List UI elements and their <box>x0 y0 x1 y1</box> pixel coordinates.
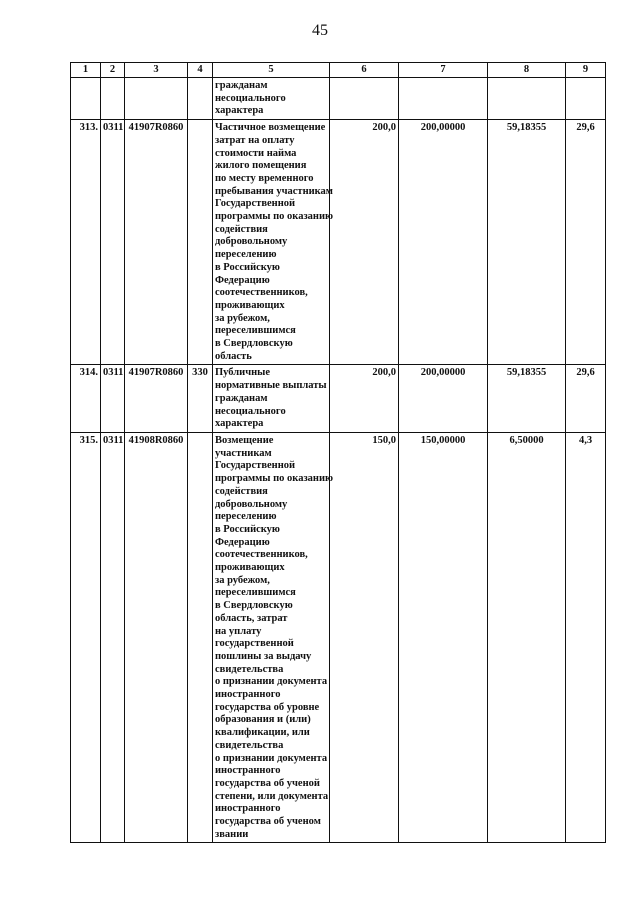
planned-amount <box>330 78 399 120</box>
approved-amount: 150,00000 <box>399 432 488 843</box>
executed-amount <box>488 78 566 120</box>
item-name-line: гражданам <box>215 392 268 404</box>
execution-percent: 4,3 <box>566 432 606 843</box>
header-cell: 7 <box>399 63 488 78</box>
item-name <box>213 120 334 365</box>
item-name <box>213 432 334 843</box>
item-name-line: пребывания участникам <box>215 185 333 197</box>
item-name <box>213 365 330 433</box>
item-name-line: переселившимся <box>215 325 296 337</box>
item-name-line: проживающих <box>215 299 285 311</box>
item-name-line: жилого помещения <box>215 160 307 172</box>
item-name-line: переселению <box>215 249 277 261</box>
item-name-line: характера <box>215 105 264 117</box>
table-body <box>71 78 606 843</box>
item-name-line: стоимости найма <box>215 147 297 159</box>
execution-percent <box>566 78 606 120</box>
item-name-line: звании <box>215 828 249 840</box>
budget-table <box>70 62 606 843</box>
item-name-line: затрат на оплату <box>215 134 295 146</box>
item-name-line: свидетельства <box>215 739 284 751</box>
row-number: 315. <box>71 432 101 843</box>
approved-amount: 200,00000 <box>399 120 488 365</box>
item-name-line: государства об ученой <box>215 777 320 789</box>
item-name-line: о признании документа <box>215 752 328 764</box>
article-code: 41908R0860 <box>125 432 188 843</box>
item-name-line: область <box>215 350 252 362</box>
header-cell: 6 <box>330 63 399 78</box>
item-name-line: несоциального <box>215 405 286 417</box>
item-name-line: за рубежом, <box>215 312 270 324</box>
expense-type-code <box>188 432 213 843</box>
table-row <box>71 78 606 120</box>
row-number: 313. <box>71 120 101 365</box>
item-name-line: Публичные <box>215 367 271 379</box>
article-code: 41907R0860 <box>125 120 188 365</box>
planned-amount: 200,0 <box>330 365 399 433</box>
header-cell: 5 <box>213 63 330 78</box>
row-number <box>71 78 101 120</box>
header-cell: 2 <box>101 63 125 78</box>
execution-percent: 29,6 <box>566 120 606 365</box>
item-name-line: проживающих <box>215 562 285 574</box>
item-name-line: Частичное возмещение <box>215 122 326 134</box>
section-code <box>101 78 125 120</box>
item-name-line: иностранного <box>215 689 281 701</box>
item-name-line: государства об уровне <box>215 701 320 713</box>
item-name-line: содействия <box>215 485 268 497</box>
item-name-line: Государственной <box>215 460 296 472</box>
item-name-line: программы по оказанию <box>215 473 334 485</box>
item-name-line: свидетельства <box>215 663 284 675</box>
executed-amount: 59,18355 <box>488 120 566 365</box>
approved-amount: 200,00000 <box>399 365 488 433</box>
table-row <box>71 120 606 365</box>
item-name-line: Возмещение <box>215 434 274 446</box>
item-name-line: иностранного <box>215 765 281 777</box>
item-name-line: переселившимся <box>215 587 296 599</box>
approved-amount <box>399 78 488 120</box>
item-name-line: по месту временного <box>215 172 314 184</box>
item-name-line: область, затрат <box>215 612 288 624</box>
planned-amount: 200,0 <box>330 120 399 365</box>
table-row <box>71 365 606 433</box>
planned-amount: 150,0 <box>330 432 399 843</box>
item-name-line: Государственной <box>215 198 296 210</box>
article-code: 41907R0860 <box>125 365 188 433</box>
header-cell: 4 <box>188 63 213 78</box>
item-name-line: образования и (или) <box>215 714 311 726</box>
item-name-line: в Российскую <box>215 523 280 535</box>
section-code: 0311 <box>101 365 125 433</box>
item-name-line: нормативные выплаты <box>215 380 327 392</box>
item-name-line: переселению <box>215 511 277 523</box>
item-name-line: в Российскую <box>215 261 280 273</box>
item-name-line: государства об ученом <box>215 816 321 828</box>
table-row <box>71 432 606 843</box>
executed-amount: 59,18355 <box>488 365 566 433</box>
expense-type-code <box>188 78 213 120</box>
expense-type-code <box>188 120 213 365</box>
header-cell: 8 <box>488 63 566 78</box>
item-name-line: в Свердловскую <box>215 338 293 350</box>
item-name <box>213 78 330 120</box>
header-cell: 1 <box>71 63 101 78</box>
executed-amount: 6,50000 <box>488 432 566 843</box>
item-name-line: на уплату <box>215 625 262 637</box>
page-number: 45 <box>312 22 328 39</box>
expense-type-code: 330 <box>188 365 213 433</box>
item-name-line: за рубежом, <box>215 574 270 586</box>
section-code: 0311 <box>101 120 125 365</box>
item-name-line: в Свердловскую <box>215 600 293 612</box>
execution-percent: 29,6 <box>566 365 606 433</box>
item-name-line: соотечественников, <box>215 287 308 299</box>
item-name-line: квалификации, или <box>215 727 310 739</box>
item-name-line: соотечественников, <box>215 549 308 561</box>
item-name-line: гражданам <box>215 80 268 91</box>
item-name-line: Федерацию <box>215 536 270 548</box>
item-name-line: о признании документа <box>215 676 328 688</box>
item-name-line: характера <box>215 418 264 430</box>
item-name-line: несоциального <box>215 92 286 104</box>
item-name-line: степени, или документа <box>215 790 329 802</box>
item-name-line: государственной <box>215 638 294 650</box>
item-name-line: программы по оказанию <box>215 211 334 223</box>
item-name-line: Федерацию <box>215 274 270 286</box>
item-name-line: содействия <box>215 223 268 235</box>
item-name-line: добровольному <box>215 498 288 510</box>
item-name-line: участникам <box>215 447 272 459</box>
header-cell: 3 <box>125 63 188 78</box>
row-number: 314. <box>71 365 101 433</box>
item-name-line: добровольному <box>215 236 288 248</box>
header-cell: 9 <box>566 63 606 78</box>
section-code: 0311 <box>101 432 125 843</box>
article-code <box>125 78 188 120</box>
header-row <box>71 63 606 78</box>
item-name-line: иностранного <box>215 803 281 815</box>
item-name-line: пошлины за выдачу <box>215 650 312 662</box>
